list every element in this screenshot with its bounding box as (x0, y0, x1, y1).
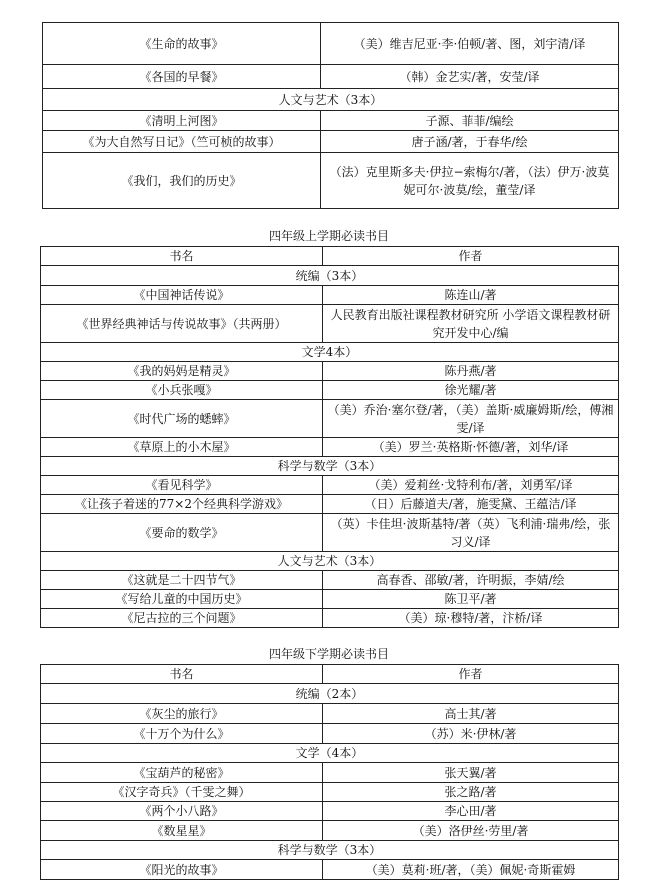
book-title: 《阳光的故事》 (41, 860, 323, 880)
continued-table-body (43, 23, 619, 209)
header-title: 书名 (41, 247, 323, 266)
header-author: 作者 (323, 665, 619, 684)
book-author: 人民教育出版社课程教材研究所 小学语文课程教材研究开发中心/编 (323, 305, 619, 343)
book-author: （美）琼·穆特/著，汴桥/译 (323, 609, 619, 628)
section-heading: 人文与艺术（3本） (41, 552, 619, 571)
book-title: 《宝葫芦的秘密》 (41, 763, 323, 783)
section-row (41, 684, 619, 704)
book-title: 《要命的数学》 (41, 514, 323, 552)
book-author: 张之路/著 (323, 783, 619, 802)
book-author: 徐光耀/著 (323, 381, 619, 400)
table-row (43, 111, 619, 131)
grade4-first-semester-caption: 四年级上学期必读书目 (268, 229, 389, 243)
book-title: 《世界经典神话与传说故事》（共两册） (41, 305, 323, 343)
table-row (43, 65, 619, 89)
book-author: （美）爱莉丝·戈特利布/著，刘勇军/译 (323, 476, 619, 495)
book-author: 陈丹燕/著 (323, 362, 619, 381)
book-author: （日）后藤道夫/著，施雯黛、王蕴洁/译 (323, 495, 619, 514)
book-title: 《时代广场的蟋蟀》 (41, 400, 323, 438)
book-author: 张天翼/著 (323, 763, 619, 783)
table-row (41, 590, 619, 609)
book-author: 子源、菲菲/编绘 (321, 111, 619, 131)
table-row (41, 821, 619, 841)
book-author: （美）罗兰·英格斯·怀德/著，刘华/译 (323, 438, 619, 457)
book-title: 《两个小八路》 (41, 802, 323, 821)
table-row (41, 783, 619, 802)
table-row (41, 400, 619, 438)
table-row (43, 131, 619, 153)
book-author: 唐子涵/著，于春华/绘 (321, 131, 619, 153)
book-title: 《这就是二十四节气》 (41, 571, 323, 590)
section-row (43, 89, 619, 111)
book-title: 《清明上河图》 (43, 111, 321, 131)
table-header-row (41, 247, 619, 266)
book-author: （美）莫莉·班/著，（美）佩妮·奇斯霍姆 (323, 860, 619, 880)
first-semester-table-body (41, 266, 619, 628)
section-heading: 科学与数学（3本） (41, 457, 619, 476)
table-row (41, 724, 619, 744)
section-row (41, 266, 619, 286)
header-author: 作者 (323, 247, 619, 266)
section-row (41, 744, 619, 763)
book-title: 《让孩子着迷的77×2个经典科学游戏》 (41, 495, 323, 514)
book-title: 《各国的早餐》 (43, 65, 321, 89)
section-heading: 人文与艺术（3本） (43, 89, 619, 111)
book-author: （美）维吉尼亚·李·伯顿/著、图，刘宇清/译 (321, 23, 619, 65)
table-row (41, 286, 619, 305)
grade4-second-semester-caption: 四年级下学期必读书目 (268, 647, 389, 661)
table-row (41, 571, 619, 590)
section-row (41, 457, 619, 476)
section-heading: 统编（2本） (41, 684, 619, 704)
section-heading: 文学（4本） (41, 744, 619, 763)
table-row (41, 802, 619, 821)
table-header-row (41, 665, 619, 684)
book-author: 高士其/著 (323, 704, 619, 724)
section-heading: 统编（3本） (41, 266, 619, 286)
book-title: 《草原上的小木屋》 (41, 438, 323, 457)
book-author: 陈连山/著 (323, 286, 619, 305)
book-author: （美）乔治·塞尔登/著，（美）盖斯·威廉姆斯/绘，傅湘雯/译 (323, 400, 619, 438)
table-row (41, 362, 619, 381)
book-title: 《为大自然写日记》（竺可桢的故事） (43, 131, 321, 153)
book-title: 《尼古拉的三个问题》 (41, 609, 323, 628)
table-row (41, 609, 619, 628)
table-row (41, 305, 619, 343)
section-heading: 科学与数学（3本） (41, 841, 619, 860)
second-semester-table-body (41, 684, 619, 880)
grade4-second-semester-table (40, 664, 619, 880)
section-heading: 文学4本） (41, 343, 619, 362)
table-row (41, 763, 619, 783)
book-title: 《小兵张嘎》 (41, 381, 323, 400)
book-title: 《我的妈妈是精灵》 (41, 362, 323, 381)
book-title: 《十万个为什么》 (41, 724, 323, 744)
table-row (43, 153, 619, 209)
table-row (41, 381, 619, 400)
table-row (41, 704, 619, 724)
book-author: （美）洛伊丝·劳里/著 (323, 821, 619, 841)
section-row (41, 343, 619, 362)
book-title: 《生命的故事》 (43, 23, 321, 65)
table-row (41, 476, 619, 495)
table-row (41, 514, 619, 552)
book-author: 陈卫平/著 (323, 590, 619, 609)
book-author: 李心田/著 (323, 802, 619, 821)
table-row (41, 438, 619, 457)
section-row (41, 552, 619, 571)
book-title: 《看见科学》 (41, 476, 323, 495)
book-author: （韩）金艺实/著，安莹/译 (321, 65, 619, 89)
book-author: （英）卡佳坦·波斯基特/著（英）飞利浦·瑞弗/绘，张习义/译 (323, 514, 619, 552)
table-row (41, 860, 619, 880)
book-title: 《中国神话传说》 (41, 286, 323, 305)
section-row (41, 841, 619, 860)
book-author: （苏）米·伊林/著 (323, 724, 619, 744)
book-title: 《写给儿童的中国历史》 (41, 590, 323, 609)
book-title: 《数星星》 (41, 821, 323, 841)
continued-book-table (42, 22, 619, 209)
table-row (41, 495, 619, 514)
table-row (43, 23, 619, 65)
book-title: 《灰尘的旅行》 (41, 704, 323, 724)
book-title: 《我们，我们的历史》 (43, 153, 321, 209)
book-author: 高春香、邵敏/著，许明振，李婧/绘 (323, 571, 619, 590)
grade4-first-semester-table (40, 246, 619, 628)
book-title: 《汉字奇兵》（千雯之舞） (41, 783, 323, 802)
header-title: 书名 (41, 665, 323, 684)
book-author: （法）克里斯多夫·伊拉−索梅尔/著，（法）伊万·波莫 妮可尔·波莫/绘，董莹/译 (321, 153, 619, 209)
